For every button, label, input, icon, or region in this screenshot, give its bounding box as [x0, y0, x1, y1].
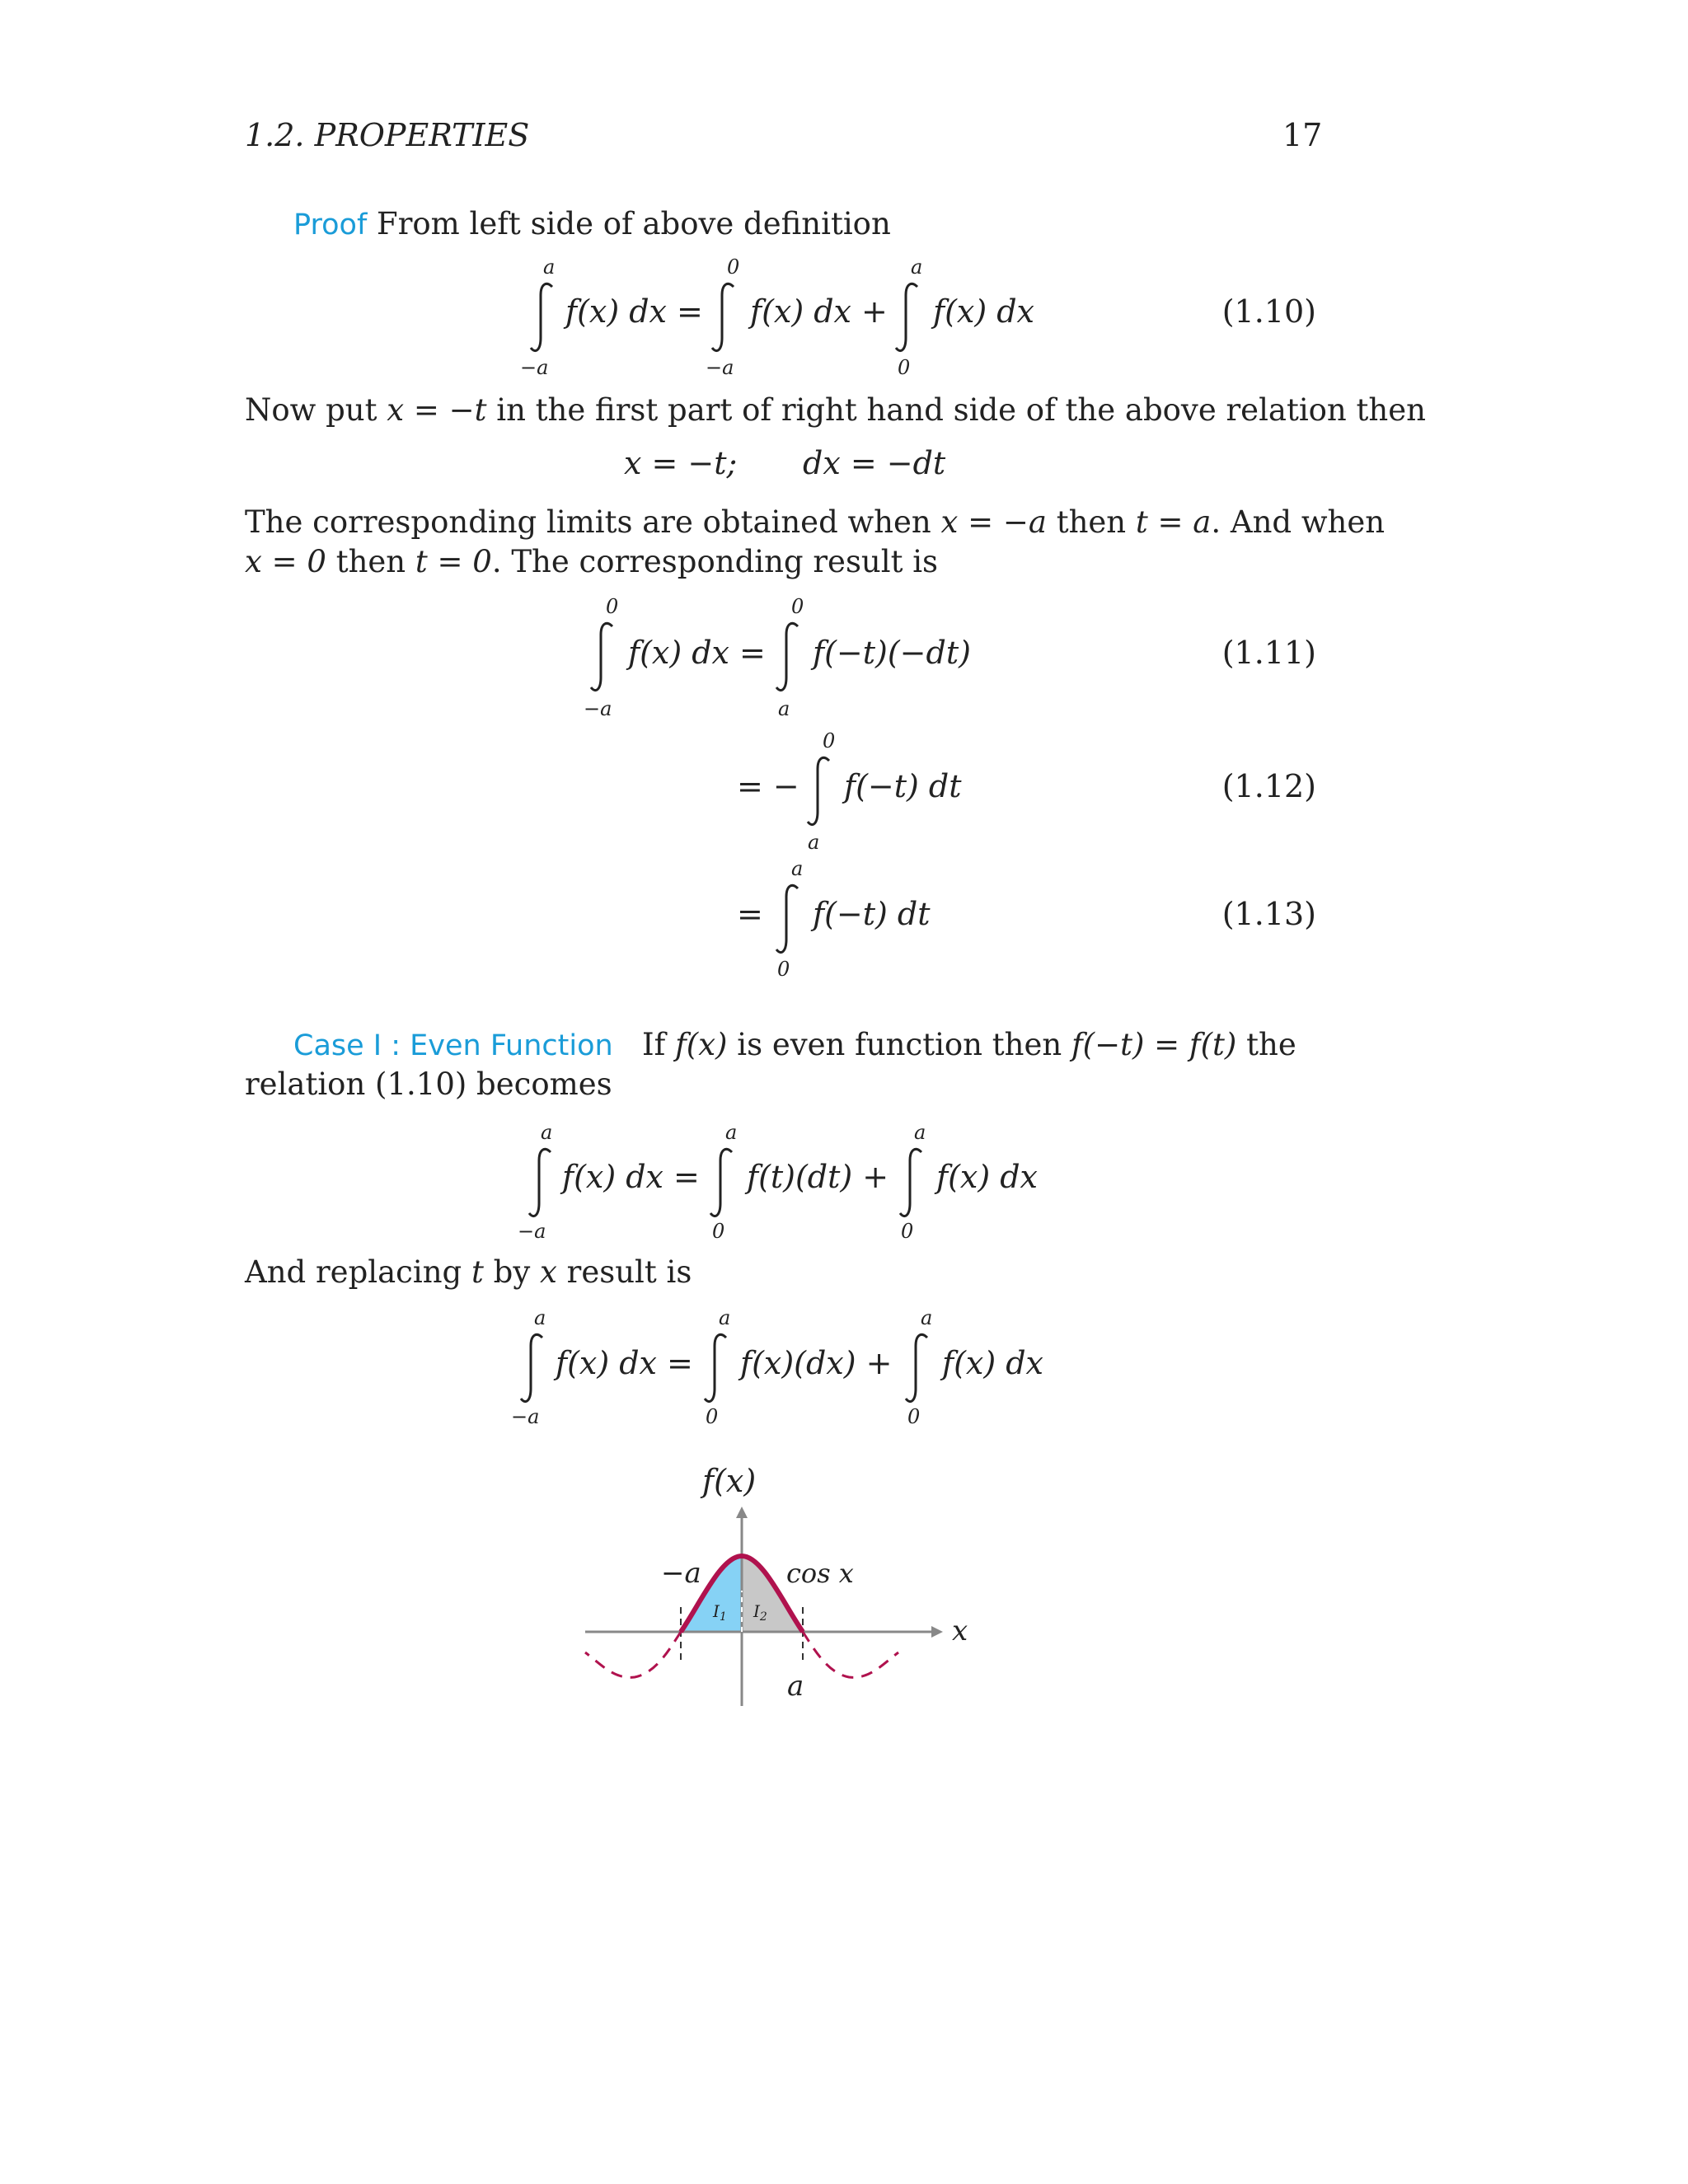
math-rhs: f(x) dx: [933, 293, 1034, 330]
proof-line: [293, 204, 891, 245]
integral-sign: [904, 1331, 932, 1405]
text: If: [641, 1027, 676, 1062]
neg-a-label: −a: [661, 1557, 701, 1590]
math-inline: t = a: [1135, 504, 1212, 540]
math-mid: f(x) dx +: [750, 293, 888, 330]
integral-sign: [775, 620, 803, 694]
cos-curve-right-dashed: [803, 1632, 898, 1677]
substitution-right: dx = −dt: [803, 445, 946, 481]
math-rhs: f(−t) dt: [844, 768, 962, 804]
i1-subscript: 1: [719, 1610, 727, 1624]
math-mid: f(t)(dt) +: [747, 1159, 889, 1195]
limit-lower: −a: [706, 356, 734, 379]
cosine-area-figure: [577, 1459, 973, 1722]
x-axis-arrow: [931, 1626, 943, 1638]
proof-label: Proof: [293, 209, 368, 241]
limit-lower: −a: [584, 697, 612, 720]
math-inline: f(x): [675, 1027, 728, 1062]
text: then: [1046, 504, 1136, 540]
limit-upper: 0: [791, 595, 804, 618]
integral-sign: [529, 280, 557, 354]
limit-upper: a: [719, 1306, 731, 1329]
limit-lower: −a: [518, 1220, 546, 1243]
equation-number: (1.10): [1221, 293, 1316, 330]
math-lhs: f(x) dx =: [628, 635, 766, 671]
math-mid: f(x)(dx) +: [740, 1345, 893, 1381]
math-inline: x = −t: [387, 392, 487, 428]
pos-a-label: a: [787, 1670, 804, 1703]
paragraph-substitution: [245, 391, 1426, 430]
i2-subscript: 2: [759, 1610, 767, 1624]
equation-number: (1.12): [1221, 768, 1316, 804]
text: . The corresponding result is: [491, 544, 939, 579]
text: . And when: [1211, 504, 1386, 540]
y-axis-arrow: [736, 1507, 748, 1518]
text: And replacing: [245, 1254, 471, 1290]
math-inline: t: [471, 1254, 484, 1290]
integral-sign: [894, 280, 922, 354]
limit-upper: a: [534, 1306, 546, 1329]
text: by: [483, 1254, 540, 1290]
math-inline: x = −a: [940, 504, 1047, 540]
i1-letter: I: [713, 1601, 720, 1621]
integral-sign: [709, 1146, 737, 1220]
limit-upper: 0: [823, 729, 836, 752]
text: the: [1236, 1027, 1296, 1062]
proof-text: From left side of above definition: [377, 206, 891, 241]
limit-lower: 0: [712, 1220, 725, 1243]
integral-sign: [775, 882, 803, 956]
paragraph-limits-line1: [245, 503, 1385, 542]
math-prefix: =: [737, 896, 763, 932]
text: The corresponding limits are obtained when: [245, 504, 941, 540]
limit-upper: 0: [606, 595, 619, 618]
curve-label: cos x: [786, 1558, 854, 1589]
limit-upper: a: [541, 1121, 553, 1144]
text: Now put: [245, 392, 387, 428]
limit-lower: 0: [777, 958, 790, 981]
integral-sign: [703, 1331, 731, 1405]
paragraph-replacing: [245, 1253, 692, 1292]
limit-upper: a: [725, 1121, 738, 1144]
integral-sign: [898, 1146, 926, 1220]
math-lhs: f(x) dx =: [556, 1345, 693, 1381]
math-lhs: f(x) dx =: [562, 1159, 700, 1195]
limit-upper: a: [914, 1121, 926, 1144]
limit-upper: a: [543, 255, 556, 279]
limit-upper: a: [791, 857, 804, 880]
integral-sign: [519, 1331, 547, 1405]
limit-lower: 0: [901, 1220, 914, 1243]
y-axis-label: f(x): [702, 1463, 757, 1499]
limit-lower: 0: [898, 356, 911, 379]
equation-number: (1.13): [1221, 896, 1316, 932]
integral-sign: [806, 754, 834, 828]
math-rhs: f(x) dx: [936, 1159, 1038, 1195]
limit-upper: a: [911, 255, 923, 279]
math-rhs: f(x) dx: [942, 1345, 1043, 1381]
case-even-label: Case I : Even Function: [293, 1029, 613, 1062]
limit-lower: a: [778, 697, 790, 720]
math-inline: x: [540, 1254, 557, 1290]
math-rhs: f(−t)(−dt): [813, 635, 971, 671]
limit-lower: −a: [520, 356, 549, 379]
x-axis-label: x: [952, 1615, 968, 1647]
i2-letter: I: [753, 1601, 760, 1621]
math-rhs: f(−t) dt: [813, 896, 931, 932]
cos-curve-left-dashed: [585, 1632, 681, 1677]
integral-sign: [528, 1146, 556, 1220]
limit-upper: 0: [727, 255, 740, 279]
integral-sign: [589, 620, 617, 694]
running-header: 1.2. PROPERTIES: [245, 117, 530, 153]
equation-number: (1.11): [1221, 635, 1316, 671]
text: is even function then: [727, 1027, 1071, 1062]
case-even-line1: [293, 1025, 1296, 1066]
math-inline: t = 0: [415, 544, 492, 579]
integral-sign: [710, 280, 738, 354]
limit-lower: 0: [706, 1405, 719, 1428]
paragraph-limits-line2: [245, 542, 938, 582]
limit-upper: a: [921, 1306, 933, 1329]
text: in the first part of right hand side of the above relation then: [486, 392, 1426, 428]
math-lhs: f(x) dx =: [565, 293, 703, 330]
substitution-left: x = −t;: [624, 445, 738, 481]
limit-lower: −a: [511, 1405, 540, 1428]
case-even-line2: relation (1.10) becomes: [245, 1066, 612, 1102]
text: then: [326, 544, 415, 579]
math-inline: f(−t) = f(t): [1071, 1027, 1237, 1062]
math-prefix: = −: [737, 768, 799, 804]
math-inline: x = 0: [245, 544, 326, 579]
text: result is: [556, 1254, 692, 1290]
page-number: 17: [1282, 117, 1323, 153]
limit-lower: a: [808, 831, 820, 854]
limit-lower: 0: [907, 1405, 921, 1428]
